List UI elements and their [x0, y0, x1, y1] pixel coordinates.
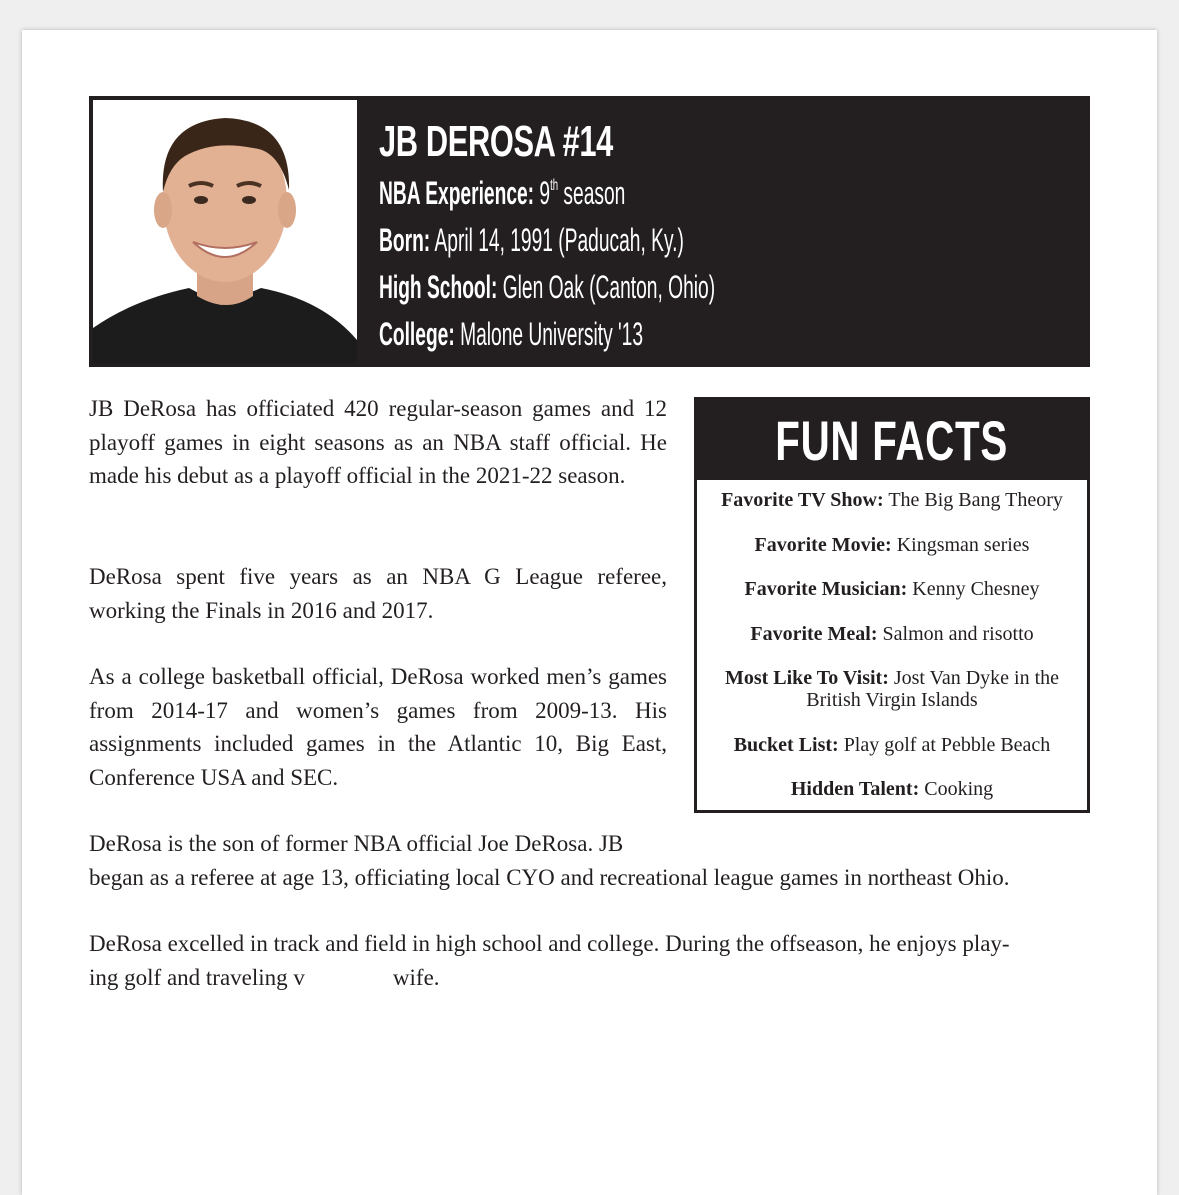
bio-paragraph-3: As a college basketball official, DeRosa worked men’s games from 2014-17 and women’s games from 2009-13. His assignments included games in the Atlantic 10, Big East, Conference USA and SEC.: [89, 664, 667, 790]
headshot-illustration: [93, 100, 357, 363]
fun-fact-visit: [697, 667, 1087, 711]
high-school-label: High School:: [379, 269, 498, 305]
bio-paragraph-2: DeRosa spent five years as an NBA G League referee, working the Finals in 2016 and 2017.: [89, 564, 667, 623]
college-label: College:: [379, 316, 455, 352]
bio-paragraph-5: [89, 927, 1095, 994]
college-line: [379, 311, 715, 358]
fun-fact-value: Salmon and risotto: [882, 622, 1034, 645]
fun-fact-label: Favorite TV Show:: [721, 489, 884, 511]
profile-header: [89, 96, 1090, 367]
fun-fact-value: Kenny Chesney: [912, 578, 1040, 600]
fun-facts-title-text: FUN FACTS: [775, 409, 1009, 472]
fun-facts-box: [694, 397, 1090, 813]
fun-facts-list: [697, 480, 1087, 800]
fun-facts-title: [697, 400, 1087, 480]
fun-fact-bucket-list: [697, 734, 1087, 756]
born-label: Born:: [379, 222, 431, 258]
fun-fact-value: The Big Bang Theory: [888, 489, 1063, 511]
fun-fact-value: Play golf at Pebble Beach: [843, 733, 1051, 756]
nba-experience-suffix: season: [558, 175, 626, 211]
nba-experience-line: [379, 170, 715, 217]
high-school-line: [379, 264, 715, 311]
born-line: [379, 217, 715, 264]
fun-fact-label: Bucket List:: [733, 733, 839, 756]
bio-paragraph-5-line-2-start: ing golf and traveling v: [89, 964, 305, 990]
bio-paragraph-5-line-2: [89, 961, 1095, 995]
fun-fact-movie: [697, 534, 1087, 556]
fun-fact-tv-show: [697, 489, 1087, 511]
fun-fact-musician: [697, 578, 1087, 600]
fun-fact-value: Kingsman series: [896, 533, 1030, 556]
bio-paragraph-4: [89, 827, 1095, 894]
bio-paragraph-1: JB DeRosa has officiated 420 regular-season games and 12 playoff games in eight seasons as an NBA staff official. He made his debut as a playoff official in the 2021-22 season.: [89, 396, 667, 488]
fun-fact-label: Hidden Talent:: [790, 778, 920, 800]
nba-experience-label: NBA Experience:: [379, 175, 535, 211]
headshot-photo: [93, 100, 357, 363]
official-name: JB DEROSA #14: [379, 117, 613, 166]
high-school-value: Glen Oak (Canton, Ohio): [502, 269, 716, 305]
college-value: Malone University '13: [460, 316, 644, 352]
bio-paragraph-5-line-1: DeRosa excelled in track and field in high school and college. During the offseason, he enjoys play-: [89, 931, 1010, 956]
bio-paragraph-5-line-2-end: wife.: [392, 964, 440, 990]
fun-fact-label: Most Like To Visit:: [724, 667, 889, 689]
fun-fact-label: Favorite Musician:: [744, 578, 908, 600]
nba-experience-ordinal: th: [550, 177, 559, 194]
born-value: April 14, 1991 (Paducah, Ky.): [434, 222, 684, 258]
bio-paragraph-4-line-2: began as a referee at age 13, officiating local CYO and recreational league games in northeast Ohio.: [89, 864, 1010, 890]
bio-paragraph-4-line-1: DeRosa is the son of former NBA official Joe DeRosa. JB: [89, 831, 624, 856]
fun-fact-meal: [697, 623, 1087, 645]
fun-fact-value: Cooking: [924, 778, 994, 800]
document-page: [22, 30, 1157, 1195]
nba-experience-value: 9: [539, 175, 551, 211]
fun-fact-value: Jost Van Dyke in the British Virgin Islands: [806, 667, 1060, 711]
fun-fact-label: Favorite Meal:: [750, 622, 878, 645]
profile-details: [379, 114, 939, 358]
fun-fact-hidden-talent: [697, 778, 1087, 800]
fun-fact-label: Favorite Movie:: [754, 533, 892, 556]
